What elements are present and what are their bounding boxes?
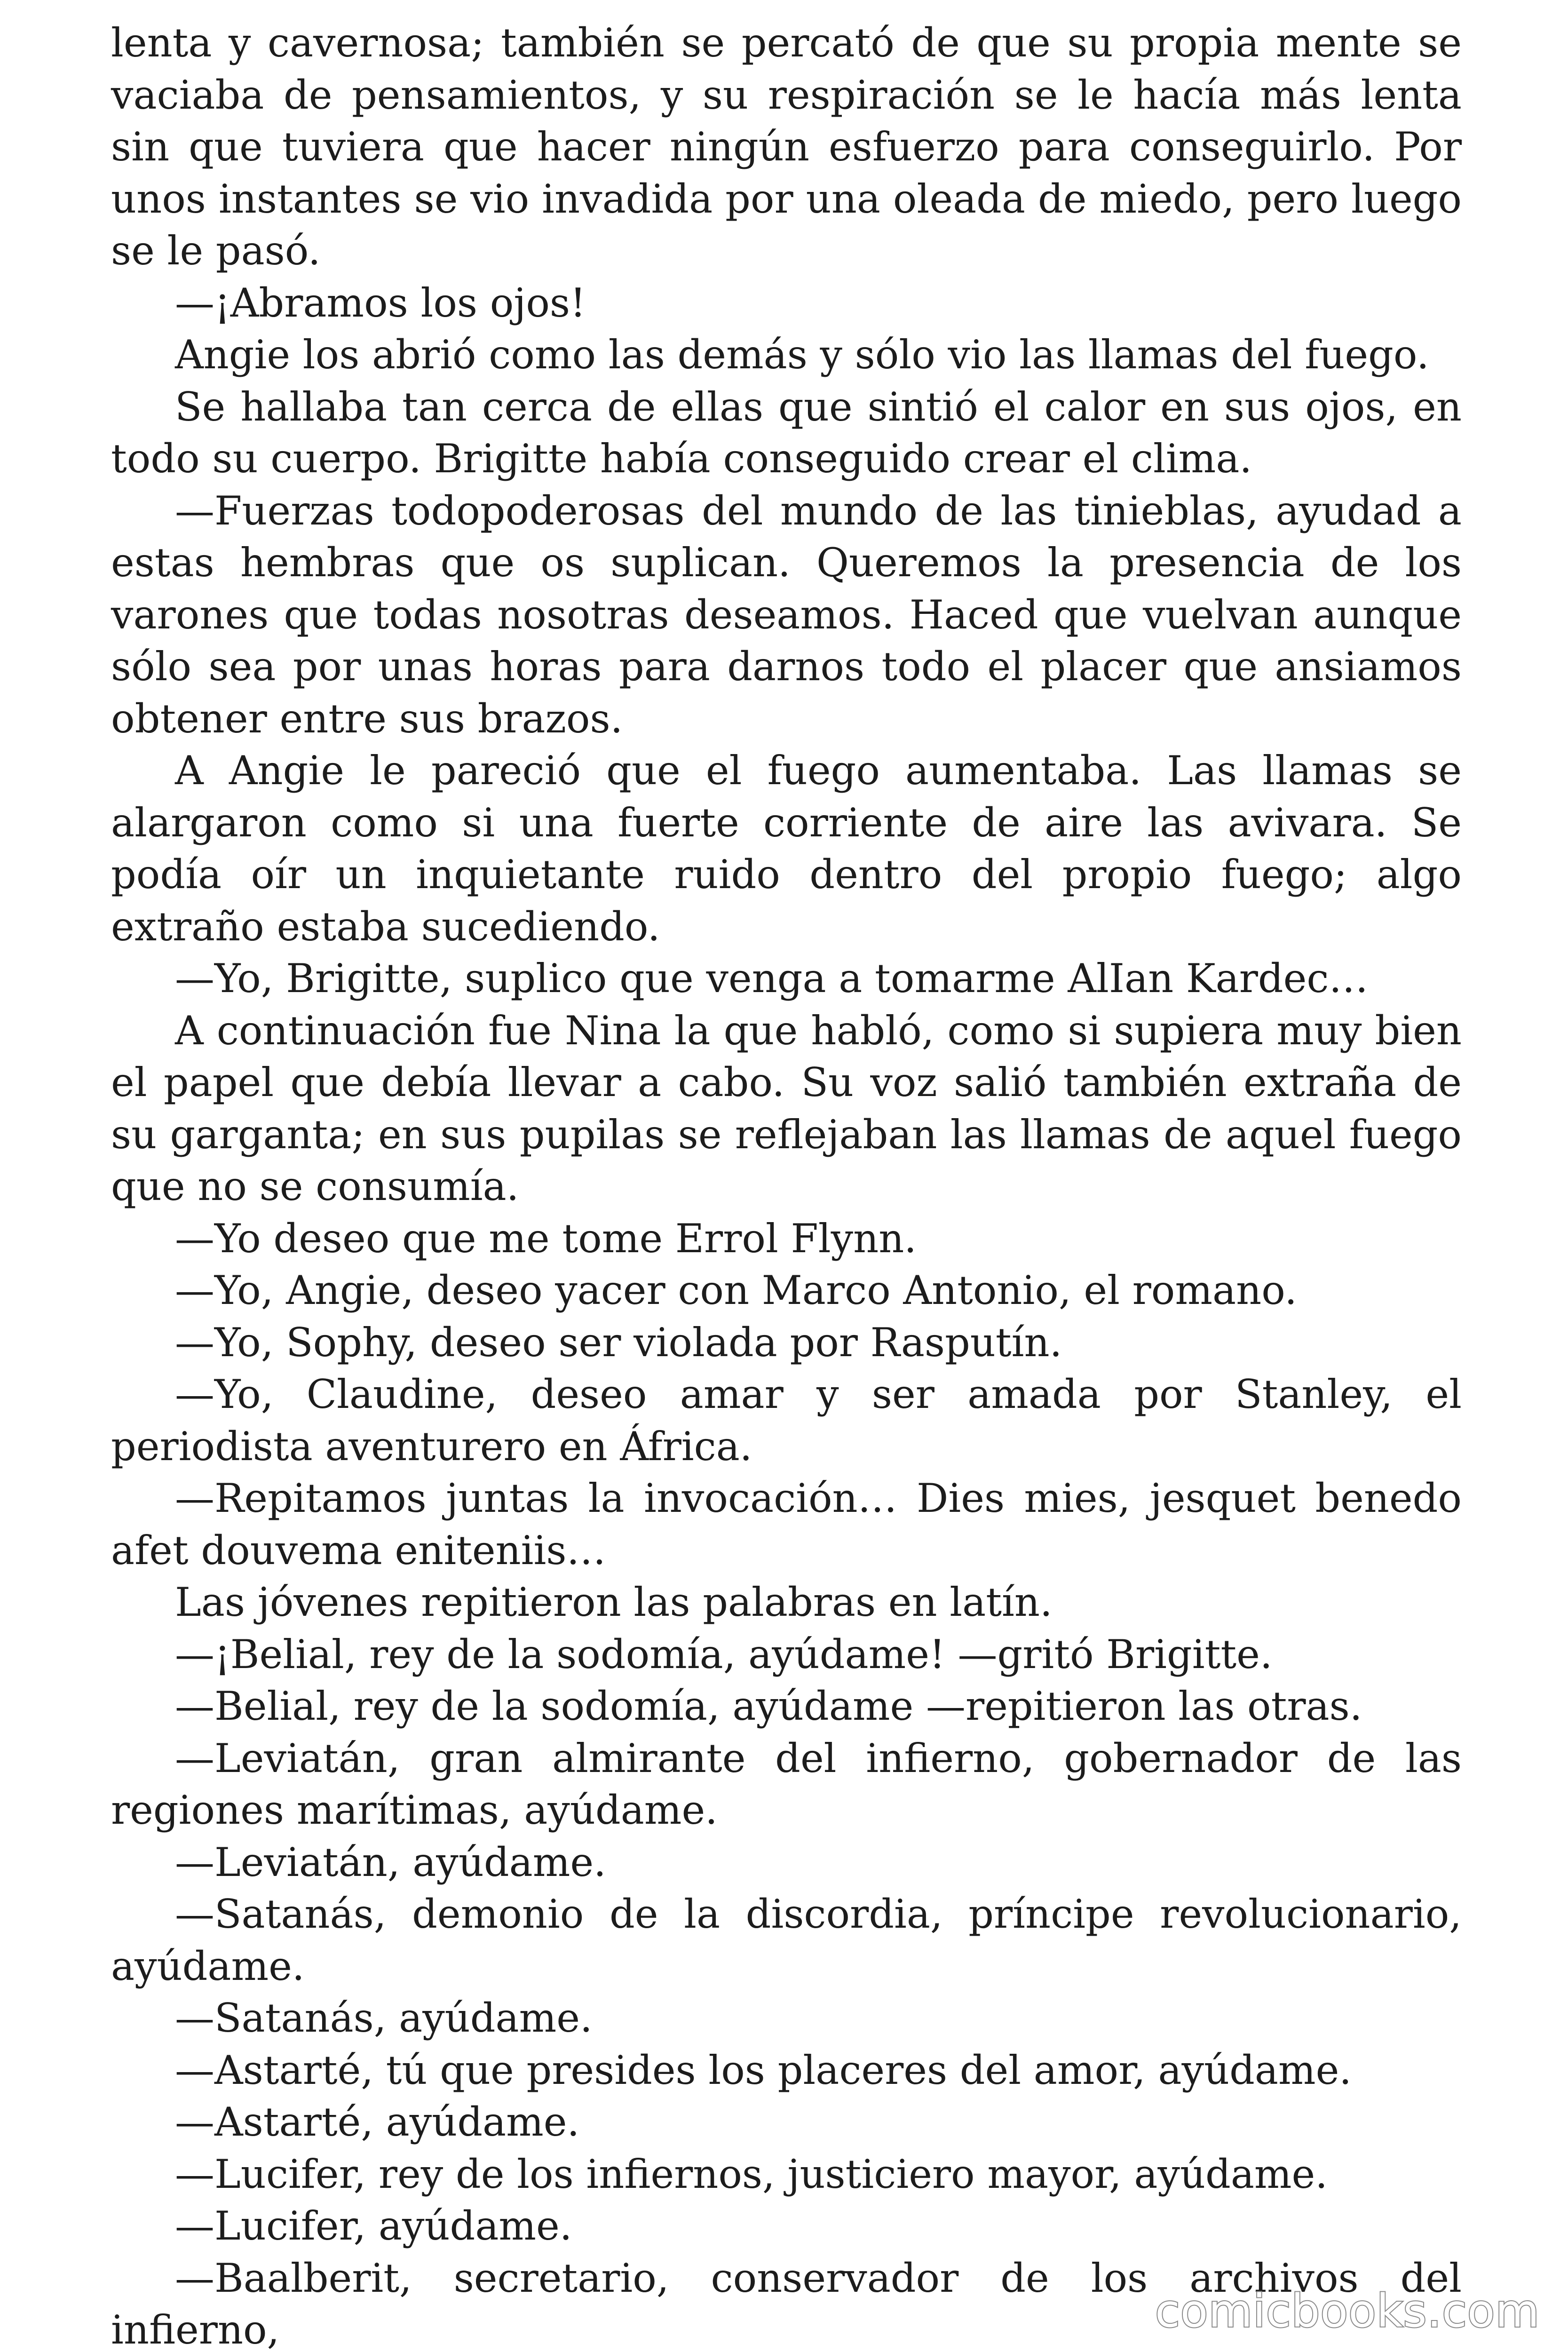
paragraph: —Fuerzas todopoderosas del mundo de las tinieblas, ayudad a estas hembras que os suplican. Queremos la presencia de los varones que todas nosotras deseamos. Haced que vuelvan aunque sólo sea por unas horas para darnos todo el placer que ansiamos obtener entre sus brazos. <box>111 487 1462 742</box>
paragraph: Se hallaba tan cerca de ellas que sintió el calor en sus ojos, en todo su cuerpo. Brigitte había conseguido crear el clima. <box>111 383 1462 482</box>
paragraph: —Satanás, demonio de la discordia, príncipe revolucionario, ayúdame. <box>111 1891 1462 1989</box>
paragraph: —Lucifer, rey de los infiernos, justiciero mayor, ayúdame. <box>175 2151 1328 2197</box>
paragraph: —Yo, Claudine, deseo amar y ser amada por Stanley, el periodista aventurero en África. <box>111 1371 1462 1470</box>
paragraph: —Belial, rey de la sodomía, ayúdame —repitieron las otras. <box>175 1683 1362 1729</box>
paragraph: —Yo, Sophy, deseo ser violada por Rasputín. <box>175 1319 1062 1366</box>
paragraph: —¡Abramos los ojos! <box>175 279 586 326</box>
paragraph: Las jóvenes repitieron las palabras en latín. <box>175 1579 1053 1625</box>
body-text <box>111 17 1462 2352</box>
paragraph: —Leviatán, ayúdame. <box>175 1839 606 1885</box>
paragraph: —Yo deseo que me tome Errol Flynn. <box>175 1215 917 1262</box>
paragraph: —Baalberit, secretario, conservador de los archivos del infierno, <box>111 2255 1462 2352</box>
paragraph: —Lucifer, ayúdame. <box>175 2203 572 2249</box>
paragraph: —Satanás, ayúdame. <box>175 1995 593 2041</box>
paragraph: —Yo, Angie, deseo yacer con Marco Antonio, el romano. <box>175 1267 1298 1313</box>
paragraph: —Astarté, ayúdame. <box>175 2099 580 2145</box>
paragraph: A continuación fue Nina la que habló, como si supiera muy bien el papel que debía llevar a cabo. Su voz salió también extraña de su garganta; en sus pupilas se reflejaban las llamas de aquel fuego que no se consumía. <box>111 1007 1462 1209</box>
paragraph: Angie los abrió como las demás y sólo vio las llamas del fuego. <box>175 332 1429 378</box>
paragraph: —Repitamos juntas la invocación… Dies mies, jesquet benedo afet douvema eniteniis… <box>111 1475 1462 1573</box>
paragraph: lenta y cavernosa; también se percató de que su propia mente se vaciaba de pensamientos, y su respiración se le hacía más lenta sin que tuviera que hacer ningún esfuerzo para conseguirlo. Por unos instantes se vio invadida por una oleada de miedo, pero luego se le pasó. <box>111 20 1462 274</box>
paragraph: —¡Belial, rey de la sodomía, ayúdame! —gritó Brigitte. <box>175 1631 1273 1677</box>
watermark-text: comicbooks.com <box>1155 2285 1540 2337</box>
paragraph: A Angie le pareció que el fuego aumentaba. Las llamas se alargaron como si una fuerte corriente de aire las avivara. Se podía oír un inquietante ruido dentro del propio fuego; algo extraño estaba sucediendo. <box>111 747 1462 950</box>
paragraph: —Leviatán, gran almirante del infierno, gobernador de las regiones marítimas, ayúdame. <box>111 1735 1462 1833</box>
paragraph: —Yo, Brigitte, suplico que venga a tomarme AlIan Kardec… <box>175 955 1369 1001</box>
paragraph: —Astarté, tú que presides los placeres del amor, ayúdame. <box>175 2047 1352 2093</box>
